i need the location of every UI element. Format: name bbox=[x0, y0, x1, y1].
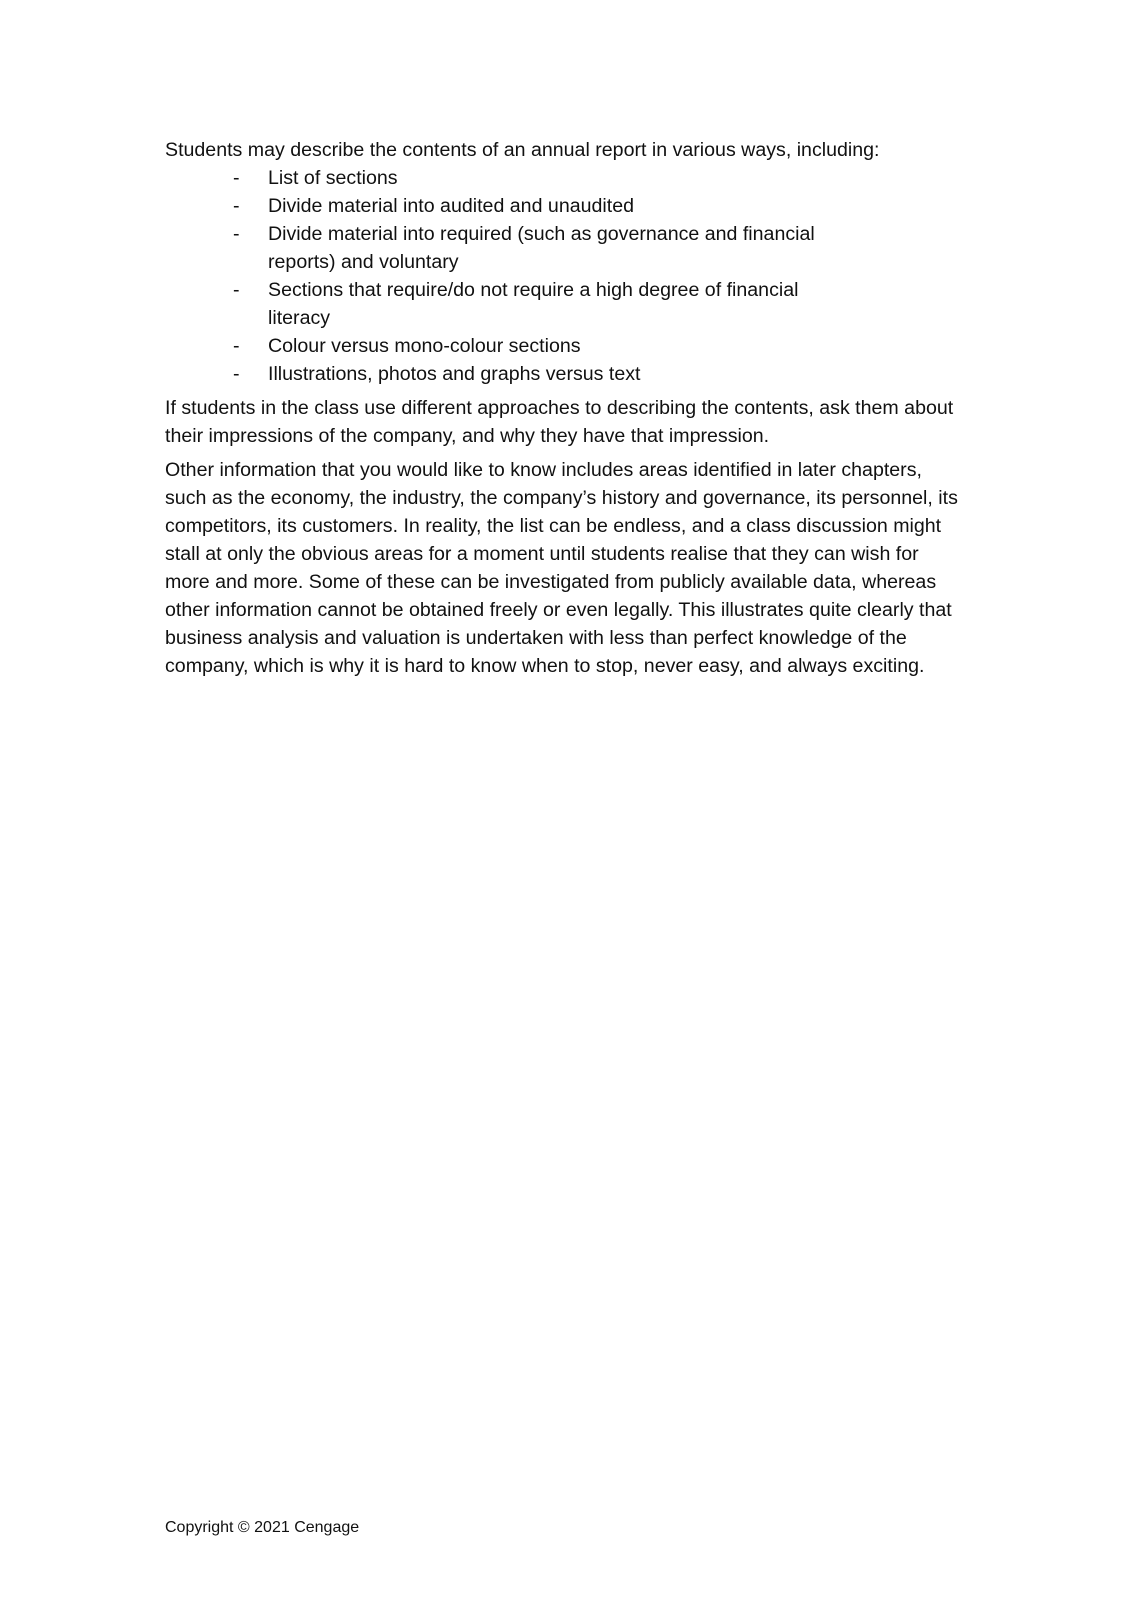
paragraph-approaches: If students in the class use different approaches to describing the contents, ask them about their impressions of the company, and why they have that impression. bbox=[165, 397, 954, 447]
list-item bbox=[165, 164, 838, 192]
list-item-text: Colour versus mono-colour sections bbox=[268, 335, 581, 357]
copyright-footer: Copyright © 2021 Cengage bbox=[165, 1519, 360, 1536]
list-item bbox=[165, 192, 838, 220]
list-item bbox=[165, 220, 838, 276]
list-item bbox=[165, 332, 838, 360]
list-item bbox=[165, 360, 838, 388]
dash-marker: - bbox=[233, 363, 240, 385]
dash-marker: - bbox=[233, 167, 240, 189]
dash-marker: - bbox=[233, 195, 240, 217]
list-item-text: Sections that require/do not require a high degree of financial literacy bbox=[268, 279, 799, 329]
dash-marker: - bbox=[233, 279, 240, 301]
list-item bbox=[165, 276, 838, 332]
dash-marker: - bbox=[233, 335, 240, 357]
intro-paragraph: Students may describe the contents of an annual report in various ways, including: bbox=[165, 139, 880, 161]
list-item-text: List of sections bbox=[268, 167, 398, 189]
dash-marker: - bbox=[233, 223, 240, 245]
body-text bbox=[165, 136, 965, 680]
list-item-text: Illustrations, photos and graphs versus text bbox=[268, 363, 641, 385]
bullet-list bbox=[165, 164, 965, 388]
paragraph-other-information: Other information that you would like to know includes areas identified in later chapters, such as the economy, the industry, the company’s history and governance, its personnel, its competitors, its customers. In reality, the list can be endless, and a class discussion might stall at only the obvious areas for a moment until students realise that they can wish for more and more. Some of these can be investigated from publicly available data, whereas other information cannot be obtained freely or even legally. This illustrates quite clearly that business analysis and valuation is undertaken with less than perfect knowledge of the company, which is why it is hard to know when to stop, never easy, and always exciting. bbox=[165, 459, 958, 677]
list-item-text: Divide material into required (such as governance and financial reports) and voluntary bbox=[268, 223, 815, 273]
list-item-text: Divide material into audited and unaudited bbox=[268, 195, 634, 217]
